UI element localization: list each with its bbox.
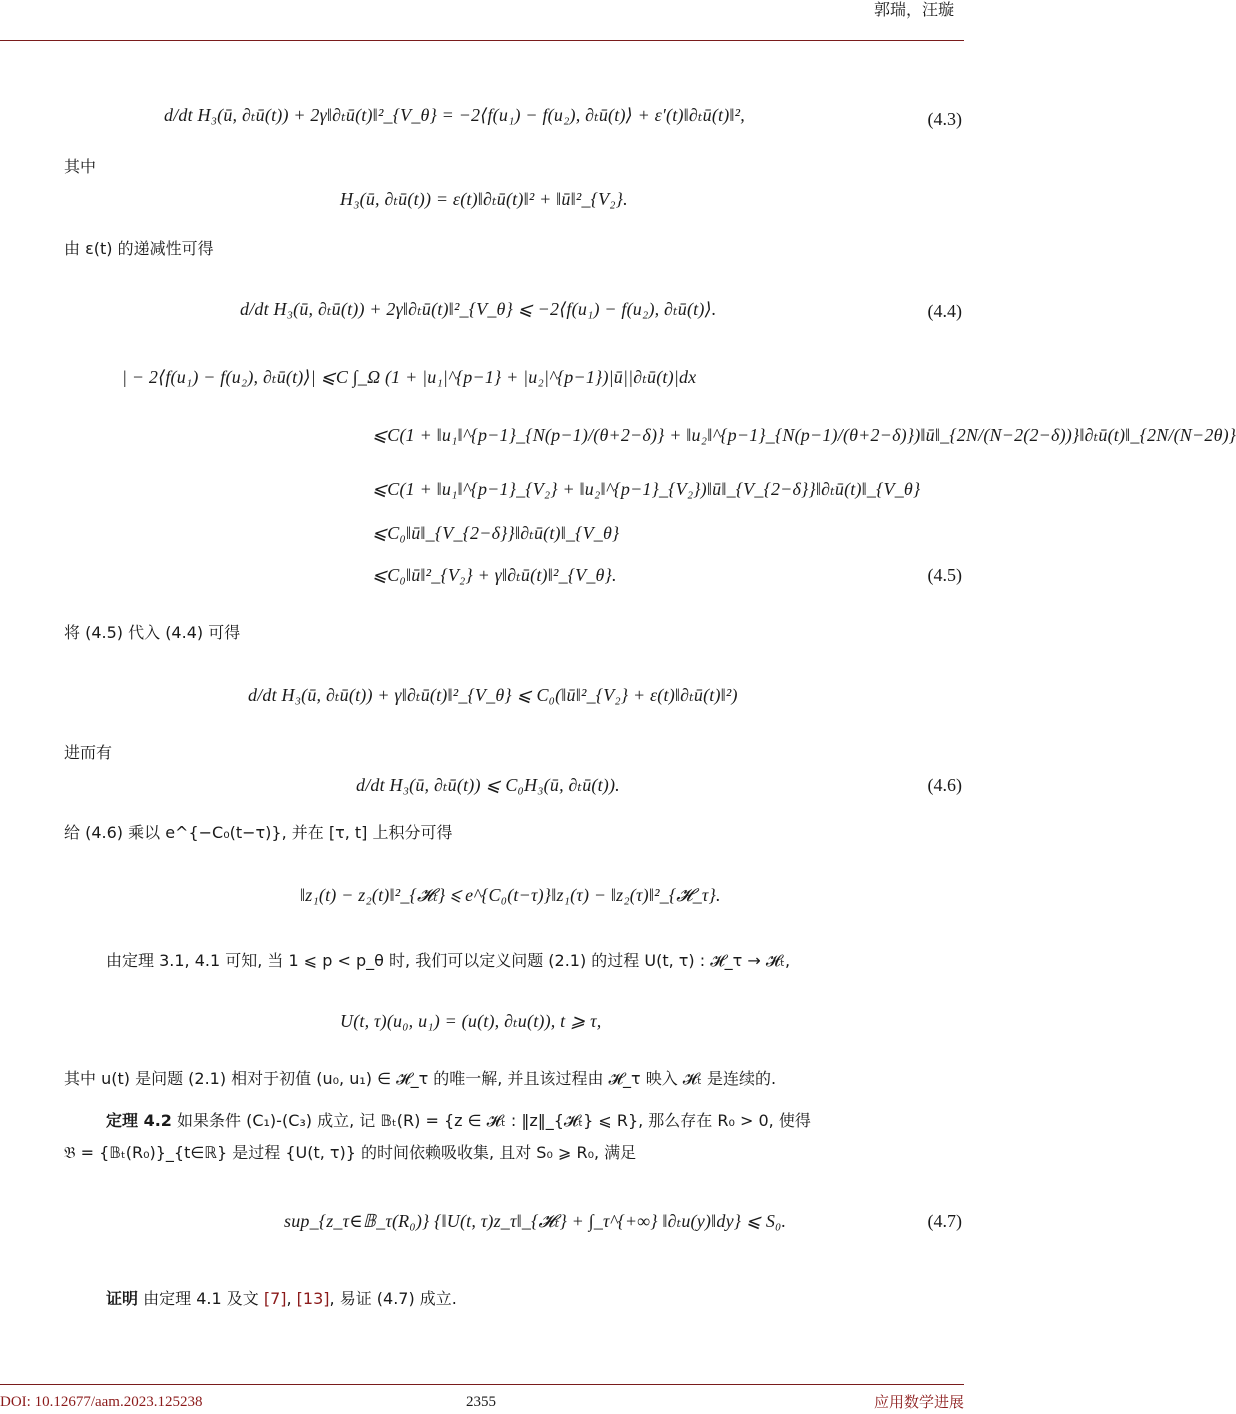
- text-where-1: 其中: [64, 157, 97, 176]
- equation-4-3: d/dt H₃(ū, ∂ₜū(t)) + 2γ‖∂ₜū(t)‖²_{V_θ} = −2⟨f(u₁) − f(u₂), ∂ₜū(t)⟩ + ε′(t)‖∂ₜū(t)‖²,: [164, 105, 745, 125]
- equation-h3-definition: H₃(ū, ∂ₜū(t)) = ε(t)‖∂ₜū(t)‖² + ‖ū‖²_{V₂}.: [340, 189, 628, 209]
- footer-journal-name[interactable]: 应用数学进展: [873, 1393, 964, 1411]
- equation-number-4-7: (4.7): [927, 1211, 962, 1231]
- text-substitute: 将 (4.5) 代入 (4.4) 可得: [64, 623, 241, 642]
- text-by-theorem: 由定理 3.1, 4.1 可知, 当 1 ⩽ p < p_θ 时, 我们可以定义问题 (2.1) 的过程 U(t, τ) : 𝓗_τ → 𝓗ₜ,: [106, 951, 791, 970]
- equation-number-4-3: (4.3): [927, 109, 962, 129]
- equation-z-estimate: ‖z₁(t) − z₂(t)‖²_{𝓗ₜ} ⩽ e^{C₀(t−τ)}‖z₁(τ) − ‖z₂(τ)‖²_{𝓗_τ}.: [300, 885, 721, 905]
- equation-4-5-line-2: ⩽C(1 + ‖u₁‖^{p−1}_{N(p−1)/(θ+2−δ)} + ‖u₂‖^{p−1}_{N(p−1)/(θ+2−δ)})‖ū‖_{2N/(N−2(2−δ))}‖∂ₜū(t)‖_{2N/(N−2θ)}: [372, 425, 1236, 445]
- footer-page-number: 2355: [466, 1394, 496, 1410]
- equation-4-5-line-1: | − 2⟨f(u₁) − f(u₂), ∂ₜū(t)⟩| ⩽C ∫_Ω (1 + |u₁|^{p−1} + |u₂|^{p−1})|ū||∂ₜū(t)|dx: [122, 367, 697, 387]
- text-where-2: 其中 u(t) 是问题 (2.1) 相对于初值 (u₀, u₁) ∈ 𝓗_τ 的唯一解, 并且该过程由 𝓗_τ 映入 𝓗ₜ 是连续的.: [64, 1069, 777, 1088]
- theorem-statement-1: 如果条件 (C₁)-(C₃) 成立, 记 𝔹ₜ(R) = {z ∈ 𝓗ₜ : ‖z‖_{𝓗ₜ} ⩽ R}, 那么存在 R₀ > 0, 使得: [177, 1111, 811, 1130]
- header-authors: 郭瑞，汪璇: [873, 0, 954, 19]
- header-rule: [0, 40, 964, 41]
- text-further: 进而有: [64, 743, 113, 762]
- equation-4-7: sup_{z_τ∈𝔹_τ(R₀)} {‖U(t, τ)z_τ‖_{𝓗ₜ} + ∫_τ^{+∞} ‖∂ₜu(y)‖dy} ⩽ S₀.: [284, 1211, 787, 1231]
- equation-4-6: d/dt H₃(ū, ∂ₜū(t)) ⩽ C₀H₃(ū, ∂ₜū(t)).: [356, 775, 620, 795]
- equation-number-4-6: (4.6): [927, 775, 962, 795]
- proof-label: 证明: [106, 1289, 139, 1308]
- citation-7[interactable]: [7]: [263, 1289, 287, 1308]
- footer-rule: [0, 1384, 964, 1385]
- proof-line: [106, 1288, 457, 1310]
- equation-substituted: d/dt H₃(ū, ∂ₜū(t)) + γ‖∂ₜū(t)‖²_{V_θ} ⩽ C₀(‖ū‖²_{V₂} + ε(t)‖∂ₜū(t)‖²): [248, 685, 738, 705]
- equation-4-5-line-4: ⩽C₀‖ū‖_{V_{2−δ}}‖∂ₜū(t)‖_{V_θ}: [372, 523, 620, 543]
- theorem-4-2-line-2: 𝔅 = {𝔹ₜ(R₀)}_{t∈ℝ} 是过程 {U(t, τ)} 的时间依赖吸收集, 且对 S₀ ⩾ R₀, 满足: [64, 1143, 637, 1162]
- equation-4-5-line-3: ⩽C(1 + ‖u₁‖^{p−1}_{V₂} + ‖u₂‖^{p−1}_{V₂})‖ū‖_{V_{2−δ}}‖∂ₜū(t)‖_{V_θ}: [372, 479, 921, 499]
- equation-number-4-5: (4.5): [927, 565, 962, 585]
- proof-text-pre: 由定理 4.1 及文: [143, 1289, 264, 1308]
- text-multiply: 给 (4.6) 乘以 e^{−C₀(t−τ)}, 并在 [τ, t] 上积分可得: [64, 823, 453, 842]
- theorem-label: 定理 4.2: [106, 1111, 172, 1130]
- citation-13[interactable]: [13]: [296, 1289, 330, 1308]
- footer-doi-link[interactable]: DOI: 10.12677/aam.2023.125238: [0, 1394, 203, 1410]
- text-by-decreasing: 由 ε(t) 的递减性可得: [64, 239, 214, 258]
- equation-4-4: d/dt H₃(ū, ∂ₜū(t)) + 2γ‖∂ₜū(t)‖²_{V_θ} ⩽ −2⟨f(u₁) − f(u₂), ∂ₜū(t)⟩.: [240, 299, 717, 319]
- equation-process-definition: U(t, τ)(u₀, u₁) = (u(t), ∂ₜu(t)), t ⩾ τ,: [340, 1011, 602, 1031]
- equation-number-4-4: (4.4): [927, 301, 962, 321]
- citation-separator: ,: [286, 1289, 297, 1308]
- proof-text-post: , 易证 (4.7) 成立.: [329, 1289, 457, 1308]
- theorem-4-2-line-1: [106, 1110, 811, 1132]
- equation-4-5-line-5: ⩽C₀‖ū‖²_{V₂} + γ‖∂ₜū(t)‖²_{V_θ}.: [372, 565, 617, 585]
